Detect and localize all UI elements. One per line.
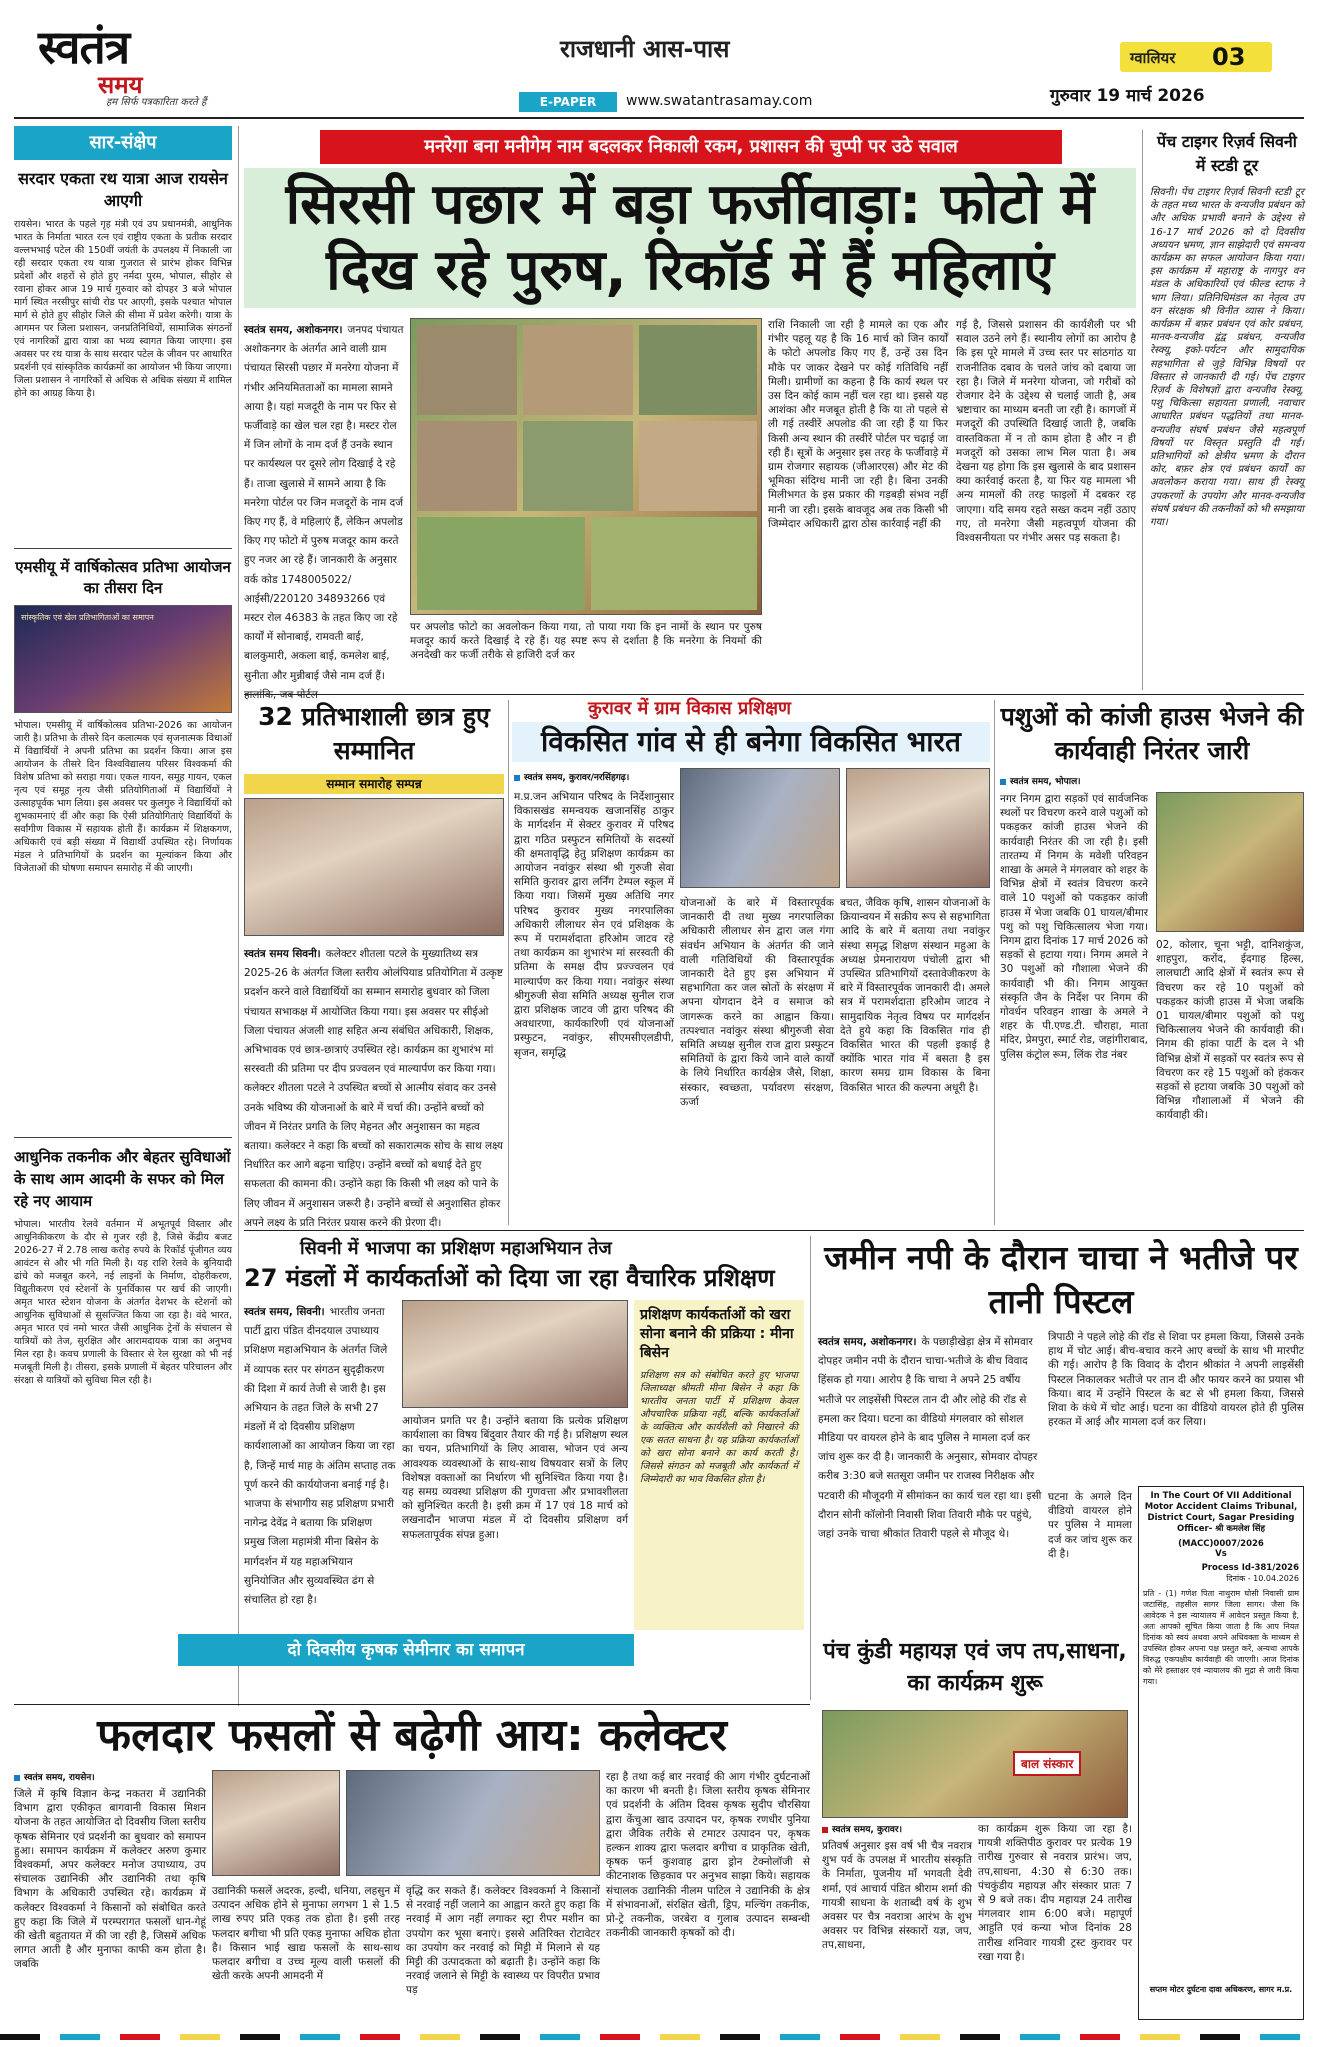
students-byline: स्वतंत्र समय सिवनी। — [244, 948, 321, 960]
court-body: प्रति - (1) गणेश पिता नाथुराम घोसी निवासी ग्राम जटासिंह, तहसील सागर जिला सागर। जैसा कि आवेदक ने इस न्यायालय में आवेदन प्रस्तुत किया है, अतः आपको सूचित किया जाता है कि आप नियत दिनांक को स्वयं अथवा अपने अधिवक्ता के माध्यम से उपस्थित होकर अपना पक्ष प्रस्तुत करें, अन्यथा आपके विरुद्ध एकपक्षीय कार्यवाही की जाएगी। आज दिनांक को मेरे हस्ताक्षर एवं न्यायालय की मुद्रा से जारी किया गया। — [1143, 1589, 1299, 1686]
bjp-box — [634, 1300, 804, 1630]
students-headline: 32 प्रतिभाशाली छात्र हुए सम्मानित — [258, 702, 490, 765]
sidebar-story1-title: सरदार एकता रथ यात्रा आज रायसेन आएगी — [18, 169, 228, 210]
logo-bottom: समय — [98, 71, 143, 99]
pistol-col2: त्रिपाठी ने पहले लोहे की रॉड से शिवा पर हमला किया, जिससे उनके हाथ में चोट आई। बीच-बचाव करने आए बच्चों के साथ भी मारपीट की गई। आरोप है कि विवाद के दौरान श्रीकांत ने अपनी लाइसेंसी पिस्टल निकालकर भतीजे पर तान दी और फायर करने का प्रयास भी किया। बाद में उन्होंने पिस्टल के बट से भी हमला किया, जिससे शिवा के कंधे में चोट आई। घटना का वीडियो वायरल होते ही पुलिस हरकत में आई और मामला दर्ज कर लिया। — [1048, 1331, 1304, 1429]
sidebar-story1-body: रायसेन। भारत के पहले गृह मंत्री एवं उप प्रधानमंत्री, आधुनिक भारत के निर्माता भारत रत्न एवं राष्ट्रीय एकता के प्रतीक सरदार वल्लभभाई पटेल की 150वीं जयंती के उपलक्ष्य में निकाली जा रही सरदार एकता रथ यात्रा गुजरात से प्रारंभ होकर विभिन्न प्रदेशों और शहरों से होते हुए नर्मदा पुरम, भोपाल, सीहोर से रवाना होकर आज 19 मार्च गुरुवार को दोपहर 3 बजे भोपाल मार्ग स्थित नरसीपुर सांची रोड पर आएगी, इसके पश्चात भोपाल मार्ग से होते हुए सीहोर जिले की सीमा में प्रवेश करेगी। यात्रा के आगमन पर जिला प्रशासन, जनप्रतिनिधियों, सामाजिक संगठनों एवं नागरिकों द्वारा यात्रा का भव्य स्वागत किया जाएगा। इस अवसर पर रथ यात्रा के साथ सरदार पटेल के जीवन पर आधारित प्रदर्शनी एवं सांस्कृतिक कार्यक्रमों का आयोजन भी किया जाएगा। जिला प्रशासन ने नागरिकों से अधिक से अधिक संख्या में शामिल होने का आग्रह किया है। — [14, 219, 232, 399]
pistol-byline: स्वतंत्र समय, अशोकनगर। — [818, 1336, 917, 1348]
court-date: दिनांक - 10.04.2026 — [1226, 1574, 1299, 1583]
sidebar — [14, 126, 232, 1706]
sidebar-header: सार-संक्षेप — [14, 126, 232, 160]
bjp-col2: आयोजन प्रगति पर है। उन्होंने बताया कि प्रत्येक प्रशिक्षण कार्यशाला का विषय बिंदुवार तैयार की गई है। प्रशिक्षण स्थल का चयन, प्रतिभागियों के लिए आवास, भोजन एवं अन्य आवश्यक व्यवस्थाओं के साथ-साथ विषयवार सत्रों के लिए विशेषज्ञ वक्ताओं का निर्धारण भी सुनिश्चित किया गया है। यह समग्र व्यवस्था प्रशिक्षण की गुणवत्ता और प्रभावशीलता को सुनिश्चित करती है। इसी क्रम में 17 एवं 18 मार्च को लखनादौन भाजपा मंडल में दो दिवसीय प्रशिक्षण वर्ग सफलतापूर्वक संपन्न हुआ। — [402, 1415, 628, 1541]
pistol-col1-text: के पछाड़ीखेड़ा क्षेत्र में सोमवार दोपहर जमीन नपी के दौरान चाचा-भतीजे के बीच विवाद हिंसक हो गया। आरोप है कि चाचा ने अपने 25 वर्षीय भतीजे पर लाइसेंसी पिस्टल तान दी और लोहे की रॉड से हमला कर दिया। घटना का वीडियो मंगलवार को सोशल मीडिया पर वायरल होने के बाद पुलिस ने मामला दर्ज कर जांच शुरू कर दी है। जानकारी के अनुसार, सोमवार दोपहर करीब 3:30 बजे सतसूरा जमीन पर राजस्व निरीक्षक और पटवारी की मौजूदगी में सीमांकन का कार्य चल रहा था। इसी दौरान सोनी कॉलोनी निवासी शिवा तिवारी मौके पर पहुंचे, जहां उनके चाचा श्रीकांत तिवारी पहले से मौजूद थे। — [818, 1336, 1042, 1541]
bjp-box-title: प्रशिक्षण कार्यकर्ताओं को खरा सोना बनाने की प्रक्रिया : मीना बिसेन — [640, 1307, 794, 1361]
yagya-byline: स्वतंत्र समय, कुरावर। — [832, 1825, 902, 1835]
students-photo-caption: सम्मान समारोह सम्पन्न — [244, 774, 504, 794]
sidebar-story2-title: एमसीयू में वार्षिकोत्सव प्रतिभा आयोजन का तीसरा दिन — [15, 558, 231, 597]
bjp-divider — [810, 1236, 811, 1700]
cattle-body2: 02, कोलार, चूना भट्टी, दानिशकुंज, शाहपुरा, करोंद, ईदगाह हिल्स, लालघाटी आदि क्षेत्रों में स्वतंत्र रूप से विचरण कर रहे 10 पशुओं को पकड़कर कांजी हाउस में भेजा जबकि 01 घायल/बीमार पशुओं को पशु चिकित्सालय भेजने की कार्यवाही की। निगम की हांका पार्टी के दल ने भी विभिन्न क्षेत्रों में सड़कों पर स्वतंत्र रूप से विचरण कर रहे 15 पशुओं को हंककर सड़कों से हटाया जबकि 30 पशुओं को विभिन्न गौशालाओं में भेजने की कार्यवाही की। — [1156, 939, 1304, 1122]
lead-byline: स्वतंत्र समय, अशोकनगर। — [244, 324, 343, 336]
yagya-col1 — [822, 1822, 972, 2034]
masthead-rule — [14, 117, 1304, 119]
pistol-col3: घटना के अगले दिन वीडियो वायरल होने पर पुलिस ने मामला दर्ज कर जांच शुरू कर दी है। — [1048, 1491, 1132, 1560]
village-headline: विकसित गांव से ही बनेगा विकसित भारत — [541, 725, 961, 758]
court-footer: सप्तम मोटर दुर्घटना दावा अधिकरण, सागर म.प्र. — [1149, 1985, 1293, 1994]
tagline: हम सिर्फ पत्रकारिता करते हैं — [106, 97, 207, 108]
court-title: In The Court Of VII Additional Motor Accident Claims Tribunal, District Court, Sagar Presiding Officer- श्री कमलेश सिंह — [1144, 1491, 1298, 1534]
row2-rule — [244, 1230, 1304, 1231]
seminar-headline: फलदार फसलों से बढ़ेगी आय: कलेक्टर — [97, 1710, 727, 1761]
bjp-col1-text: भारतीय जनता पार्टी द्वारा पंडित दीनदयाल उपाध्याय प्रशिक्षण महाअभियान के अंतर्गत जिले में व्यापक स्तर पर संगठन सुदृढ़ीकरण की दिशा में कार्य तेजी से जारी है। इस अभियान के तहत जिले के सभी 27 मंडलों में दो दिवसीय प्रशिक्षण कार्यशालाओं का आयोजन किया जा रहा है, जिन्हें मार्च माह के अंतिम सप्ताह तक पूर्ण करने की कार्ययोजना बनाई गई है। भाजपा के संभागीय सह प्रशिक्षण प्रभारी नागेन्द्र देवेंद्र ने बताया कि प्रशिक्षण प्रमुख जिला महामंत्री मीना बिसेन के मार्गदर्शन में यह महाअभियान सुनियोजित और सुव्यवस्थित ढंग से संचालित हो रहा है। — [244, 1306, 396, 1607]
seminar-byline: स्वतंत्र समय, रायसेन। — [24, 1773, 95, 1783]
sidebar-story2-body: भोपाल। एमसीयू में वार्षिकोत्सव प्रतिभा-2026 का आयोजन जारी है। प्रतिभा के तीसरे दिन कलात्मक एवं सृजनात्मक विधाओं में विद्यार्थियों ने अपनी प्रतिभा का प्रदर्शन किया। आज इस आयोजन के तीसरे दिन विश्वविद्यालय परिसर विश्वकर्मा की विशेष प्रतिभा को सराहा गया। एकल गायन, समूह गायन, एकल नृत्य एवं समूह नृत्य जैसी प्रतियोगिताओं में विद्यार्थियों ने उत्साहपूर्वक भाग लिया। इस अवसर पर कुलगुरु ने विद्यार्थियों को शुभकामनाएं दीं और कहा कि ऐसी प्रतियोगिताएं विद्यार्थियों के सर्वांगीण विकास में सहायक होती हैं। कार्यक्रम में शिक्षकगण, अधिकारी एवं बड़ी संख्या में विद्यार्थी उपस्थित रहे। निर्णायक मंडल ने प्रतिभागियों के प्रदर्शन का मूल्यांकन किया और विजेताओं की घोषणा समापन समारोह में की जाएगी। — [14, 720, 232, 874]
court-case: (MACC)0007/2026 — [1178, 1539, 1264, 1549]
seminar-col2: उद्यानिकी फसलें अदरक, हल्दी, धनिया, लहसुन में उत्पादन अधिक होने से मुनाफा लगभग 1 से 1.5 लाख रुपए प्रति एकड़ तक होता है। इसी तरह फलदार बगीचा भी प्रति एकड़ मुनाफा अधिक होता है। किसान भाई खाद्य फसलों के साथ-साथ फलदार बगीचा व उच्च मूल्य वाली फसलों की खेती करके अपनी आमदनी में — [212, 1885, 400, 1983]
bjp-photo — [402, 1300, 628, 1408]
bjp-box-body: प्रशिक्षण सत्र को संबोधित करते हुए भाजपा जिलाध्यक्ष श्रीमती मीना बिसेन ने कहा कि भारतीय जनता पार्टी में प्रशिक्षण केवल औपचारिक प्रक्रिया नहीं, बल्कि कार्यकर्ताओं के व्यक्तित्व और कार्यशैली को निखारने की एक सतत साधना है। यह प्रक्रिया कार्यकर्ताओं को खरा सोना बनाने का कार्य करती है। जिससे संगठन को मजबूती और कार्यकर्ता में जिम्मेदारी का भाव विकसित होता है। — [640, 1370, 798, 1485]
lead-right-divider — [1142, 130, 1143, 690]
village-byline: स्वतंत्र समय, कुरावर/नरसिंहगढ़। — [524, 773, 630, 783]
bjp-headline: 27 मंडलों में कार्यकर्ताओं को दिया जा रहा वैचारिक प्रशिक्षण — [244, 1264, 775, 1292]
lead-headline-line2: दिख रहे पुरुष, रिकॉर्ड में हैं महिलाएं — [326, 238, 1054, 303]
lead-col4: गई है, जिससे प्रशासन की कार्यशैली पर भी सवाल उठने लगे हैं। स्थानीय लोगों का आरोप है कि इस पूरे मामले में उच्च स्तर पर सांठगांठ या राजनीतिक दबाव के चलते जांच को दबाया जा रहा है। जिले में मनरेगा योजना, जो गरीबों को रोजगार देने के उद्देश्य से चलाई जाती है, अब भ्रष्टाचार का माध्यम बनती जा रही है। कागजों में मजदूरों की उपस्थिति दिखाई जाती है, जबकि वास्तविकता में न तो काम होता है और न ही मजदूरों को उसका लाभ मिल पाता है। अब देखना यह होगा कि इस खुलासे के बाद प्रशासन क्या कार्रवाई करता है, या फिर यह मामला भी अन्य मामलों की तरह फाइलों में दबकर रह जाएगा। यदि समय रहते सख्त कदम नहीं उठाए गए, तो मनरेगा जैसी महत्वपूर्ण योजना की विश्वसनीयता पर गंभीर असर पड़ सकता है। — [956, 319, 1136, 545]
students-photo — [244, 798, 504, 936]
seminar-col1 — [14, 1770, 206, 2035]
seminar-col4: रहा है तथा कई बार नरवाई की आग गंभीर दुर्घटनाओं का कारण भी बनती है। जिला स्तरीय कृषक सेमिनार एवं प्रदर्शनी के अंतिम दिवस कृषक सुदीप चौरसिया द्वारा केंचुआ खाद उत्पादन पर, कृषक रणधीर पुनिया द्वारा जैविक तरीके से टमाटर उत्पादन पर, कृषक हल्कन शाक्य द्वारा फलदार बगीचा व प्राकृतिक खेती, कृषक फर्न कुशवाह द्वारा ड्रोन टेक्नोलॉजी से कीटनाशक छिड़काव पर अनुभव साझा किये। सहायक संचालक उद्यानिकी नीलम पाटिल ने उद्यानिकी के क्षेत्र में संभावनाओं, संरक्षित खेती, ड्रिप, मल्चिंग तकनीक, प्रो-ट्रे तकनीक, जरबेरा व गुलाब उत्पादन सम्बन्धी तकनीकी जानकारी कृषकों को दी। — [606, 1771, 810, 1940]
sidebar-divider — [238, 126, 239, 1706]
village-kicker: कुरावर में ग्राम विकास प्रशिक्षण — [588, 698, 792, 719]
byline-dot-icon — [1000, 779, 1006, 785]
bjp-col1 — [244, 1300, 396, 1630]
cattle-story — [1000, 700, 1304, 1225]
issue-date: गुरुवार 19 मार्च 2026 — [1050, 86, 1205, 106]
stage-photo-caption: सांस्कृतिक एवं खेल प्रतिभागिताओं का समापन — [21, 613, 154, 622]
yagya-banner: बाल संस्कार — [1013, 1751, 1081, 1776]
lead-col1 — [244, 318, 404, 688]
seminar-photo-2 — [346, 1770, 600, 1876]
byline-dot-icon — [14, 1775, 20, 1781]
tiger-story — [1150, 130, 1304, 690]
stage-photo — [14, 605, 232, 713]
page-number: 03 — [1212, 43, 1246, 71]
tiger-body: सिवनी। पेंच टाइगर रिज़र्व सिवनी स्टडी टूर के तहत मध्य भारत के वन्यजीव प्रबंधन को और अधिक प्रभावी बनाने के उद्देश्य से 16-17 मार्च 2026 को दो दिवसीय अध्ययन भ्रमण, ज्ञान साझेदारी एवं समन्वय कार्यक्रम का सफल आयोजन किया गया। इस कार्यक्रम में महाराष्ट्र के नागपुर वन मंडल के अधिकारियों एवं फील्ड स्टाफ ने भाग लिया। प्रतिनिधिमंडल का नेतृत्व उप वन संरक्षक श्री विनीत व्यास ने किया। कार्यक्रम में बफ़र प्रबंधन एवं कोर प्रबंधन, मानव-वन्यजीव द्वंद्व प्रबंधन, वन्यजीव रेस्क्यू, इको-पर्यटन और सामुदायिक सहभागिता से जुड़े विभिन्न विषयों पर विस्तार से जानकारी दी गई। पेंच टाइगर रिज़र्व के विशेषज्ञों द्वारा वन्यजीव रेस्क्यू, पशु चिकित्सा सहायता प्रणाली, नवाचार आधारित प्रबंधन पद्धतियों तथा मानव-वन्यजीव संघर्ष प्रबंधन जैसे महत्वपूर्ण विषयों पर विस्तृत प्रस्तुति दी गई। प्रतिभागियों को क्षेत्रीय भ्रमण के दौरान कोर, बफ़र क्षेत्र एवं प्रबंधन कार्यों का अवलोकन कराया गया। साथ ही रेस्क्यू उपकरणों के उपयोग और मानव-वन्यजीव संघर्ष प्रबंधन की तकनीकों को भी समझाया गया। — [1150, 187, 1304, 529]
lead-kicker-box — [320, 130, 1062, 164]
court-process: Process Id-381/2026 — [1201, 1563, 1299, 1573]
village-col1: म.प्र.जन अभियान परिषद के निर्देशानुसार विकासखंड समन्वयक खजानसिंह ठाकुर के मार्गदर्शन में सेक्टर कुरावर में परिषद द्वारा गठित प्रस्फुटन समितियों के सदस्यों की क्षमतावृद्धि हेतु प्रशिक्षण कार्यक्रम का आयोजन नवांकुर संस्था श्री गुरुजी सेवा समिति कुरावर द्वारा लर्निंग टेम्पल स्कूल में किया गया। जिसमें मुख्य अतिथि नगर परिषद कुरावर मुख्य नगरपालिका अधिकारी लीलाधर सेन एवं प्रशिक्षक के रूप में परामर्शदाता हरिओम जाटव रहे तथा कार्यक्रम का शुभारंभ मां सरस्वती की प्रतिमा के समक्ष दीप प्रज्ज्वलन एवं माल्यार्पण कर किया गया। नवांकुर संस्था श्रीगुरुजी सेवा समिति अध्यक्ष सुनील राज द्वारा प्रशिक्षक जाटव जी द्वारा परिषद की अवधारणा, कार्यकारिणी एवं योजनाओं प्रस्फुटन, नवांकुर, सीएमसीएलडीपी, सृजन, समृद्धि — [514, 791, 674, 1059]
byline-dot-icon — [514, 775, 520, 781]
row1-rule — [244, 694, 1304, 695]
yagya-col2: का कार्यक्रम शुरू किया जा रहा है। गायत्री शक्तिपीठ कुरावर पर प्रत्येक 19 तारीख गुरुवार से नवरात्र प्रारंभ। जप, तप,साधना, 4:30 से 6:30 तक। पंचकुंडीय महायज्ञ और संस्कार प्रातः 7 से 9 बजे तक। दीप महायज्ञ 24 तारीख मंगलवार शाम 6:00 बजे। महापूर्ण आहुति एवं कन्या भोज दिनांक 28 तारीख शनिवार गायत्री ट्रस्ट कुरावर पर रखा गया है। — [978, 1823, 1132, 1963]
byline-dot-icon — [822, 1827, 828, 1833]
yagya-photo — [822, 1710, 1128, 1818]
lead-col3: राशि निकाली जा रही है मामले का एक और गंभीर पहलू यह है कि 16 मार्च को जिन कार्यों के फोटो अपलोड किए गए हैं, उन्हें उस दिन मौके पर जाकर देखने पर कोई गतिविधि नहीं मिली। ग्रामीणों का कहना है कि कार्य स्थल पर उस दिन कोई काम नहीं चल रहा था। इससे यह आशंका और मजबूत होती है कि या तो पहले से ली गई तस्वीरें अपलोड की जा रही हैं या फिर किसी अन्य स्थान की तस्वीरें पोर्टल पर चढ़ाई जा रही हैं। सूत्रों के अनुसार इस तरह के फर्जीवाड़े में ग्राम रोजगार सहायक (जीआरएस) और मेट की भूमिका संदिग्ध मानी जा रही है। बिना उनकी मिलीभगत के इस प्रकार की गड़बड़ी संभव नहीं मानी जा रही। इसके बावजूद अब तक किसी भी जिम्मेदार अधिकारी द्वारा ठोस कार्रवाई नहीं की — [768, 319, 948, 530]
lead-headline-box — [244, 168, 1136, 308]
city-box — [1120, 42, 1272, 72]
section-title: राजधानी आस-पास — [560, 35, 730, 63]
village-col2: योजनाओं के बारे में विस्तारपूर्वक जानकारी दी तथा मुख्य नगरपालिका अधिकारी लीलाधर सेन द्वारा जल गंगा संवर्धन अभियान के अंतर्गत की जाने वाली गतिविधियों की विस्तारपूर्वक जानकारी देते हुए इस अभियान में सहभागिता कर जल स्रोतों के संरक्षण में अपना योगदान देने व समाज को जागरूक करने का आह्वान किया। तत्पश्चात नवांकुर संस्था श्रीगुरुजी सेवा समिति अध्यक्ष सुनील राज द्वारा प्रस्फुटन समितियों के द्वारा किये जाने वाले कार्यों के लिये निर्धारित कार्यक्षेत्र जैसे, शिक्षा, संस्कार, स्वच्छता, पर्यावरण संरक्षण, ऊर्जा — [680, 897, 834, 1108]
lead-col1-text: जनपद पंचायत अशोकनगर के अंतर्गत आने वाली ग्राम पंचायत सिरसी पछार में मनरेगा योजना में गंभीर अनियमितताओं का मामला सामने आया है। यहां मजदूरी के नाम पर फिर से फर्जीवाड़े का खेल चल रहा है। मस्टर रोल में जिन लोगों के नाम दर्ज हैं उनके स्थान पर कार्यस्थल पर दूसरे लोग दिखाई दे रहे हैं। ताजा खुलासे में सामने आया है कि मनरेगा पोर्टल पर जिन मजदूरों के नाम दर्ज किए गए हैं, वे महिलाएं हैं, लेकिन अपलोड किए गए फोटो में पुरुष मजदूर काम करते हुए नजर आ रहे हैं। जानकारी के अनुसार वर्क कोड 1748005022/आईसी/220120 34893266 एवं मस्टर रोल 46383 के तहत किए जा रहे कार्यों में सोनाबाई, रामवती बाई, बालकुमारी, अकला बाई, कमलेश बाई, सुनीता और मुन्नीबाई जैसे नाम दर्ज हैं। — [244, 324, 404, 682]
sidebar-story3-title: आधुनिक तकनीक और बेहतर सुविधाओं के साथ आम आदमी के सफर को मिल रहे नए आयाम — [14, 1148, 231, 1210]
yagya-headline: पंच कुंडी महायज्ञ एवं जप तप,साधना, का कार्यक्रम शुरू — [823, 1639, 1127, 1696]
pistol-headline: जमीन नपी के दौरान चाचा ने भतीजे पर तानी पिस्टल — [824, 1238, 1298, 1321]
pistol-col1 — [818, 1330, 1042, 1630]
village-photo-2 — [846, 768, 990, 888]
court-notice — [1138, 1486, 1304, 2020]
registration-bar — [0, 2034, 1318, 2040]
seminar-strip — [178, 1634, 634, 1666]
students-divider — [508, 700, 509, 1225]
village-divider — [994, 700, 995, 1225]
tiger-title: पेंच टाइगर रिज़र्व सिवनी में स्टडी टूर — [1157, 132, 1297, 175]
logo-top: स्वतंत्र — [38, 20, 130, 74]
lead-headline-line1: सिरसी पछार में बड़ा फर्जीवाड़ा: फोटो में — [285, 172, 1095, 237]
logo — [38, 20, 188, 99]
bjp-byline: स्वतंत्र समय, सिवनी। — [244, 1306, 325, 1318]
cattle-headline: पशुओं को कांजी हाउस भेजने की कार्यवाही निरंतर जारी — [1000, 702, 1304, 765]
cattle-body: नगर निगम द्वारा सड़कों एवं सार्वजनिक स्थलों पर विचरण करने वाले पशुओं को पकड़कर कांजी हाउस भेजने की कार्यवाही निरंतर की जा रही है। इसी तारतम्य में निगम के मवेशी परिवहन शाखा के अमले ने मंगलवार को शहर के विभिन्न क्षेत्रों में स्वतंत्र विचरण करने वाले 10 पशुओं को पकड़कर कांजी हाउस में भेजा जबकि 01 घायल/बीमार पशु को पशु चिकित्सालय भेजा गया। निगम द्वारा दिनांक 17 मार्च 2026 को सड़कों से हटाया गया। निगम अमले ने 30 पशुओं को गौशाला भेजने की कार्यवाही भी की। निगम आयुक्त संस्कृति जैन के निर्देश पर निगम की गोवर्धन परिवहन शाखा के अमले ने शहर के पी.एण्ड.टी. चौराहा, माता मंदिर, प्रेमपुरा, स्मार्ट रोड, जहांगीराबाद, पुलिस कंट्रोल रूम, लिंक रोड नंबर — [1000, 793, 1148, 1061]
lead-photo-collage — [410, 318, 762, 615]
students-body: कलेक्टर शीतला पटले के मुख्यातिथ्य सत्र 2025-26 के अंतर्गत जिला स्तरीय ओलंपियाड प्रतियोगिता में उत्कृष्ट प्रदर्शन करने वाले विद्यार्थियों का सम्मान समारोह बुधवार को जिला पंचायत सभाकक्ष में आयोजित किया गया। इस अवसर पर सीईओ जिला पंचायत अंजली शाह सहित अन्य संबंधित अधिकारी, शिक्षक, अभिभावक एवं छात्र-छात्राएं उपस्थित रहे। कार्यक्रम का शुभारंभ मां सरस्वती की प्रतिमा पर दीप प्रज्वलन एवं माल्यार्पण कर किया गया। कलेक्टर शीतला पटले ने उपस्थित बच्चों से आत्मीय संवाद कर उनसे उनके भविष्य की योजनाओं के बारे में चर्चा की। उन्होंने बच्चों को जीवन में निरंतर प्रगति के लिए मेहनत और अनुशासन का महत्व बताया। कलेक्टर ने कहा कि बच्चों को सकारात्मक सोच के साथ लक्ष्य निर्धारित कर आगे बढ़ना चाहिए। उन्होंने बच्चों को बधाई देते हुए सफलता की कामना की। उन्होंने कहा कि किसी भी लक्ष्य को पाने के लिए जीवन में अनुशासन जरूरी है। उन्होंने बच्चों से अनुशासित होकर अपने लक्ष्य के प्रति निरंतर प्रयास करने की प्रेरणा दी। — [244, 948, 503, 1229]
yagya-col1-text: प्रतिवर्ष अनुसार इस वर्ष भी चैत्र नवरात्र शुभ पर्व के उपलक्ष में भारतीय संस्कृति के निर्माता, पूजनीय माँ भगवती देवी शर्मा, एवं आचार्य पंडित श्रीराम शर्मा की गायत्री साधना के शताब्दी वर्ष के शुभ अवसर पर चैत्र नवरात्रा आरंभ के शुभ अवसर पर विभिन्न संस्कारों यज्ञ, जप, तप,साधना, — [822, 1840, 972, 1952]
seminar-strip-text: दो दिवसीय कृषक सेमीनार का समापन — [287, 1640, 525, 1660]
website[interactable]: www.swatantrasamay.com — [626, 93, 813, 109]
court-party: Vs — [1215, 1549, 1227, 1559]
masthead — [0, 0, 1318, 118]
lead-kicker: मनरेगा बना मनीगेम नाम बदलकर निकाली रकम, प्रशासन की चुप्पी पर उठे सवाल — [424, 136, 958, 157]
students-story — [244, 700, 504, 1229]
village-byline-row — [514, 770, 684, 784]
lead-photo-caption: पर अपलोड फोटो का अवलोकन किया गया, तो पाया गया कि इन नामों के स्थान पर पुरुष मजदूर कार्य करते दिखाई दे रहे हैं। यह स्पष्ट रूप से दर्शाता है कि मनरेगा के नियमों की अनदेखी कर फर्जी तरीके से हाजिरी दर्ज कर — [410, 621, 762, 662]
row3-rule — [14, 1704, 810, 1705]
village-col3: बचत, जैविक कृषि, शासन योजनाओं के क्रियान्वयन में सक्रीय रूप से सहभागिता आदि के बारे में बताया तथा नवांकुर संस्था समृद्ध शिक्षण संस्थान महुआ के अध्यक्ष प्रेमनारायण पंचोली द्वारा भी उपस्थित प्रतिभागियों दस्तावेजीकरण के बारे में विस्तारपूर्वक जानकारी दी। अमले सत्र में परामर्शदाता हरिओम जाटव ने सामुदायिक नेतृत्व विषय पर मार्गदर्शन देते हुये कहा कि विकसित गांव ही विकसित भारत की पहली इकाई है क्योंकि भारत गांव में बसता है इस कारण समग्र ग्राम विकास के बिना विकसित भारत की कल्पना अधूरी है। — [840, 897, 991, 1094]
seminar-photo-1 — [212, 1770, 340, 1876]
bjp-kicker: सिवनी में भाजपा का प्रशिक्षण महाअभियान तेज — [300, 1238, 612, 1259]
seminar-col1-text: जिले में कृषि विज्ञान केन्द्र नकतरा में उद्यानिकी विभाग द्वारा एकीकृत बागवानी विकास मिशन योजना के तहत आयोजित दो दिवसीय जिला स्तरीय कृषक सेमिनार एवं प्रदर्शनी का बुधवार को समापन हुआ। समापन कार्यक्रम में कलेक्टर अरुण कुमार विश्वकर्मा, अपर कलेक्टर मनोज उपाध्याय, उप संचालक उद्यानिकी और उद्यानिकी तथा कृषि विभाग के अधिकारी उपस्थित रहे। कार्यक्रम में कलेक्टर विश्वकर्मा ने किसानों को संबोधित करते हुए कहा कि जिले में परम्परागत फसलों धान-गेहूं की खेती बहुतायत में की जा रही है, जिसमें अधिक लागत आती है और मुनाफा काफी कम होता है। जबकि — [14, 1788, 207, 1971]
cattle-photo — [1156, 792, 1304, 932]
village-headline-box — [512, 722, 990, 762]
epaper-badge: E-PAPER — [519, 92, 617, 112]
cattle-byline: स्वतंत्र समय, भोपाल। — [1010, 777, 1081, 787]
city-name: ग्वालियर — [1130, 49, 1176, 67]
village-photo-1 — [680, 768, 840, 888]
seminar-col3: वृद्धि कर सकते हैं। कलेक्टर विश्वकर्मा ने किसानों से नरवाई नहीं जलाने का आह्वान करते हुए कहा कि नरवाई में आग नहीं लगाकर स्ट्रा रीपर मशीन का उपयोग कर भूसा बनाएं। इससे अतिरिक्त रोटावेटर का उपयोग कर नरवाई को मिट्टी में मिलाने से यह मिट्टी की उत्पादकता को बढ़ाती है। उन्होंने कहा कि नरवाई जलाने से मिट्टी के स्वास्थ्य पर विपरीत प्रभाव पड़ — [406, 1885, 600, 1997]
sidebar-story3-body: भोपाल। भारतीय रेलवे वर्तमान में अभूतपूर्व विस्तार और आधुनिकीकरण के दौर से गुजर रही है, जिसे केंद्रीय बजट 2026-27 में 2.78 लाख करोड़ रुपये के रिकॉर्ड पूंजीगत व्यय आवंटन से और भी गति मिली है। यह राशि रेलवे के बुनियादी ढांचे को मजबूत करने, नई लाइनों के निर्माण, दोहरीकरण, विद्युतीकरण एवं स्टेशनों के पुनर्विकास पर खर्च की जाएगी। अमृत भारत स्टेशन योजना के अंतर्गत देशभर के स्टेशनों को आधुनिक सुविधाओं से सुसज्जित किया जा रहा है। वंदे भारत, अमृत भारत एवं नमो भारत जैसी आधुनिक ट्रेनों के संचालन से यात्रियों को तेज, सुरक्षित और आरामदायक यात्रा का अनुभव मिल रहा है। कवच प्रणाली के विस्तार से रेल सुरक्षा को भी नई मजबूती मिली है। तीसरा, इसके प्रणाली में बेहतर परिचालन और संरक्षा से यात्रियों को सुविधा मिल रही है। — [14, 1219, 232, 1386]
